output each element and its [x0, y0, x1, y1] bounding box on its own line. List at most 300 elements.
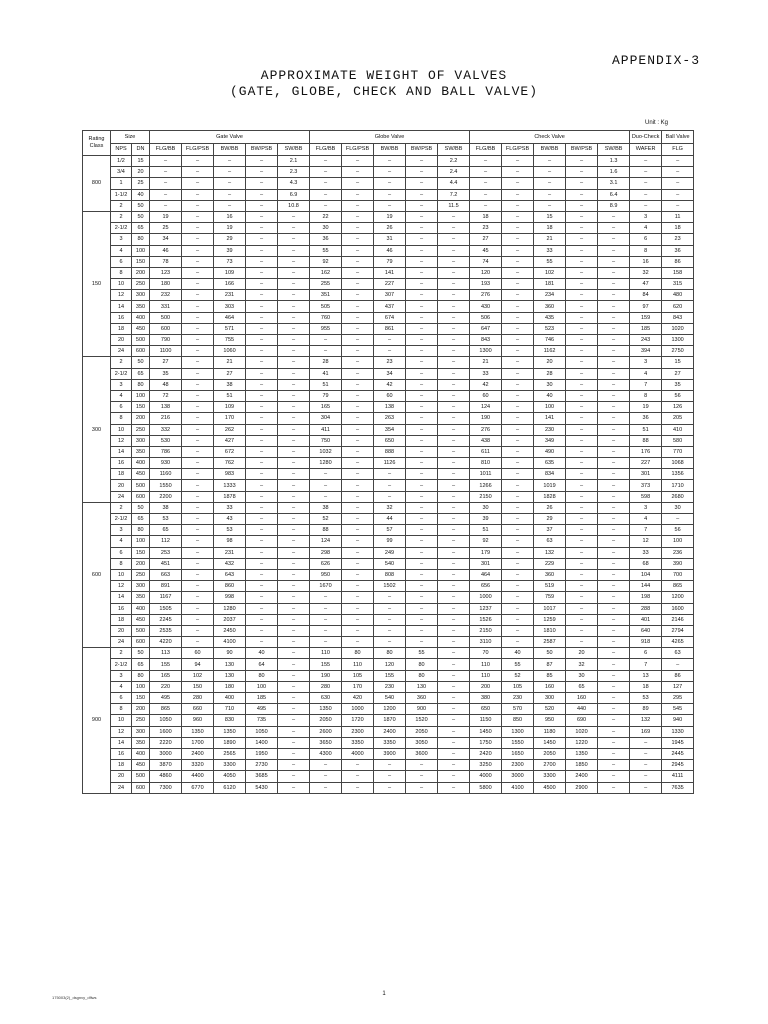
table-cell: –: [246, 413, 278, 424]
table-cell: 450: [132, 760, 150, 771]
table-cell: 1150: [470, 715, 502, 726]
table-cell: 360: [534, 569, 566, 580]
table-cell: –: [246, 469, 278, 480]
table-cell: 918: [630, 637, 662, 648]
table-cell: –: [406, 469, 438, 480]
table-cell: 130: [214, 659, 246, 670]
table-cell: 1162: [534, 346, 566, 357]
table-cell: 229: [534, 558, 566, 569]
table-cell: 230: [374, 681, 406, 692]
table-cell: 56: [662, 390, 694, 401]
table-cell: 786: [150, 446, 182, 457]
table-cell: –: [310, 167, 342, 178]
table-cell: 16: [111, 312, 132, 323]
table-cell: 6: [111, 256, 132, 267]
table-cell: 20: [132, 167, 150, 178]
table-cell: –: [310, 480, 342, 491]
table-cell: 6: [111, 693, 132, 704]
table-cell: 1710: [662, 480, 694, 491]
table-cell: 280: [182, 693, 214, 704]
table-cell: 4.4: [438, 178, 470, 189]
table-cell: –: [662, 659, 694, 670]
table-cell: 860: [214, 581, 246, 592]
table-cell: 80: [132, 234, 150, 245]
table-cell: –: [342, 614, 374, 625]
table-cell: –: [566, 558, 598, 569]
table-cell: 1520: [406, 715, 438, 726]
table-cell: 520: [534, 704, 566, 715]
table-cell: 26: [534, 502, 566, 513]
table-cell: –: [182, 402, 214, 413]
table-cell: –: [406, 267, 438, 278]
table-cell: –: [374, 491, 406, 502]
table-cell: –: [278, 290, 310, 301]
table-cell: 4000: [342, 748, 374, 759]
table-cell: –: [502, 156, 534, 167]
table-cell: –: [278, 592, 310, 603]
table-cell: –: [246, 245, 278, 256]
table-cell: 4860: [150, 771, 182, 782]
table-cell: 410: [662, 424, 694, 435]
table-cell: 24: [111, 637, 132, 648]
table-cell: –: [214, 167, 246, 178]
table-cell: 830: [214, 715, 246, 726]
table-cell: 650: [374, 435, 406, 446]
table-cell: 250: [132, 279, 150, 290]
table-cell: 230: [534, 424, 566, 435]
table-cell: 50: [132, 357, 150, 368]
rating-class-cell: 900: [83, 648, 111, 793]
table-cell: 33: [214, 502, 246, 513]
table-cell: 181: [534, 279, 566, 290]
table-cell: 250: [132, 569, 150, 580]
table-cell: –: [438, 335, 470, 346]
table-cell: –: [246, 256, 278, 267]
table-cell: –: [502, 614, 534, 625]
table-cell: –: [246, 435, 278, 446]
table-cell: 505: [310, 301, 342, 312]
table-cell: –: [278, 514, 310, 525]
table-cell: –: [566, 368, 598, 379]
table-row: [83, 368, 694, 379]
table-cell: –: [246, 491, 278, 502]
table-cell: 2: [111, 502, 132, 513]
table-cell: 1550: [150, 480, 182, 491]
table-cell: –: [598, 458, 630, 469]
table-cell: –: [438, 234, 470, 245]
subheader-cell: NPS: [111, 143, 132, 156]
table-cell: 80: [342, 648, 374, 659]
table-cell: –: [502, 379, 534, 390]
table-cell: 80: [132, 379, 150, 390]
table-row: [83, 558, 694, 569]
table-cell: 65: [566, 681, 598, 692]
table-row: [83, 290, 694, 301]
table-cell: –: [246, 368, 278, 379]
table-cell: 33: [630, 547, 662, 558]
table-cell: 1/2: [111, 156, 132, 167]
table-cell: –: [182, 312, 214, 323]
table-cell: –: [246, 637, 278, 648]
table-cell: –: [438, 402, 470, 413]
table-cell: –: [630, 167, 662, 178]
table-cell: 540: [374, 558, 406, 569]
table-cell: –: [598, 782, 630, 793]
table-cell: 39: [214, 245, 246, 256]
table-cell: –: [342, 200, 374, 211]
table-row: [83, 301, 694, 312]
table-cell: 50: [534, 648, 566, 659]
table-cell: 3900: [374, 748, 406, 759]
table-cell: –: [566, 156, 598, 167]
table-cell: 24: [111, 346, 132, 357]
table-row: [83, 681, 694, 692]
table-cell: –: [182, 480, 214, 491]
table-cell: 750: [310, 435, 342, 446]
table-cell: 983: [214, 469, 246, 480]
table-cell: 12: [111, 726, 132, 737]
table-cell: 19: [374, 211, 406, 222]
table-cell: –: [246, 290, 278, 301]
table-cell: –: [278, 413, 310, 424]
table-cell: –: [438, 458, 470, 469]
table-cell: 1350: [310, 704, 342, 715]
table-cell: 8: [111, 704, 132, 715]
table-cell: –: [534, 189, 566, 200]
table-cell: –: [342, 178, 374, 189]
table-cell: 46: [374, 245, 406, 256]
table-row: [83, 569, 694, 580]
table-cell: –: [566, 245, 598, 256]
table-cell: 304: [310, 413, 342, 424]
table-cell: –: [566, 346, 598, 357]
subheader-cell: BW/BB: [374, 143, 406, 156]
table-cell: –: [598, 357, 630, 368]
table-cell: 20: [534, 357, 566, 368]
table-cell: –: [598, 402, 630, 413]
table-row: [83, 502, 694, 513]
table-cell: –: [566, 267, 598, 278]
table-cell: 255: [310, 279, 342, 290]
rating-class-cell: 800: [83, 156, 111, 212]
table-cell: –: [182, 592, 214, 603]
table-cell: 394: [630, 346, 662, 357]
table-cell: 843: [470, 335, 502, 346]
table-cell: 2-1/2: [111, 514, 132, 525]
table-cell: 332: [150, 424, 182, 435]
table-cell: 755: [214, 335, 246, 346]
table-cell: –: [438, 581, 470, 592]
table-cell: –: [310, 637, 342, 648]
rating-class-cell: 600: [83, 502, 111, 647]
table-cell: 865: [662, 581, 694, 592]
table-cell: 276: [470, 290, 502, 301]
table-cell: –: [566, 581, 598, 592]
table-cell: 43: [214, 514, 246, 525]
table-cell: 21: [534, 234, 566, 245]
table-cell: 10.8: [278, 200, 310, 211]
table-cell: –: [502, 424, 534, 435]
table-cell: 88: [310, 525, 342, 536]
table-cell: –: [502, 335, 534, 346]
table-cell: 80: [132, 670, 150, 681]
table-cell: –: [182, 279, 214, 290]
table-cell: 56: [662, 525, 694, 536]
table-cell: –: [278, 379, 310, 390]
table-cell: –: [406, 458, 438, 469]
table-cell: 32: [630, 267, 662, 278]
table-cell: –: [182, 458, 214, 469]
table-cell: 138: [150, 402, 182, 413]
table-cell: 4: [111, 536, 132, 547]
table-cell: 60: [374, 390, 406, 401]
table-cell: 127: [662, 681, 694, 692]
table-cell: –: [598, 267, 630, 278]
table-cell: 220: [150, 681, 182, 692]
table-cell: 4: [111, 245, 132, 256]
table-cell: 1850: [566, 760, 598, 771]
table-cell: 626: [310, 558, 342, 569]
table-cell: 1330: [662, 726, 694, 737]
table-cell: 4400: [182, 771, 214, 782]
table-cell: –: [502, 435, 534, 446]
table-cell: 4100: [214, 637, 246, 648]
table-cell: 660: [182, 704, 214, 715]
table-cell: –: [566, 458, 598, 469]
table-cell: –: [502, 502, 534, 513]
table-cell: –: [182, 625, 214, 636]
table-cell: 24: [111, 491, 132, 502]
table-cell: –: [566, 603, 598, 614]
table-cell: 2680: [662, 491, 694, 502]
appendix-label: APPENDIX-3: [611, 53, 700, 68]
table-cell: –: [470, 167, 502, 178]
table-cell: –: [182, 200, 214, 211]
table-cell: 400: [132, 748, 150, 759]
table-cell: 51: [470, 525, 502, 536]
table-cell: 51: [310, 379, 342, 390]
table-cell: 7.2: [438, 189, 470, 200]
table-cell: –: [566, 402, 598, 413]
table-cell: 1356: [662, 469, 694, 480]
table-cell: 34: [374, 368, 406, 379]
table-cell: –: [502, 346, 534, 357]
table-cell: 500: [132, 480, 150, 491]
table-cell: –: [566, 256, 598, 267]
table-cell: –: [182, 245, 214, 256]
table-cell: –: [182, 581, 214, 592]
table-cell: 2750: [662, 346, 694, 357]
table-cell: 450: [132, 614, 150, 625]
table-cell: 74: [470, 256, 502, 267]
table-cell: 126: [662, 402, 694, 413]
table-cell: –: [598, 737, 630, 748]
table-cell: 1828: [534, 491, 566, 502]
table-cell: –: [342, 558, 374, 569]
table-cell: 2400: [566, 771, 598, 782]
table-cell: 20: [566, 648, 598, 659]
table-cell: –: [310, 603, 342, 614]
table-cell: 100: [534, 402, 566, 413]
table-cell: 205: [662, 413, 694, 424]
table-cell: 1259: [534, 614, 566, 625]
table-cell: –: [406, 368, 438, 379]
table-cell: 1526: [470, 614, 502, 625]
table-cell: –: [310, 491, 342, 502]
table-cell: –: [278, 279, 310, 290]
table-cell: 30: [534, 379, 566, 390]
table-cell: 50: [132, 648, 150, 659]
table-row: [83, 267, 694, 278]
table-cell: –: [278, 558, 310, 569]
table-cell: 27: [662, 368, 694, 379]
header-row-groups: [83, 131, 694, 144]
table-cell: 15: [662, 357, 694, 368]
table-cell: 53: [150, 514, 182, 525]
table-cell: 123: [150, 267, 182, 278]
table-cell: 2: [111, 648, 132, 659]
table-cell: –: [278, 234, 310, 245]
table-cell: 4265: [662, 637, 694, 648]
table-cell: 60: [470, 390, 502, 401]
table-cell: –: [278, 491, 310, 502]
table-cell: –: [598, 223, 630, 234]
title-line-2: (GATE, GLOBE, CHECK AND BALL VALVE): [229, 84, 539, 99]
table-cell: –: [502, 581, 534, 592]
table-cell: 250: [132, 715, 150, 726]
table-cell: –: [278, 715, 310, 726]
subheader-cell: FLG: [662, 143, 694, 156]
table-cell: 68: [630, 558, 662, 569]
table-cell: 10: [111, 424, 132, 435]
table-cell: 430: [470, 301, 502, 312]
table-cell: –: [502, 625, 534, 636]
table-cell: –: [598, 335, 630, 346]
table-cell: 60: [182, 648, 214, 659]
table-cell: –: [566, 379, 598, 390]
table-cell: –: [406, 625, 438, 636]
table-cell: –: [662, 178, 694, 189]
subheader-cell: FLG/BB: [150, 143, 182, 156]
table-cell: 2.4: [438, 167, 470, 178]
table-cell: 216: [150, 413, 182, 424]
table-cell: 4050: [214, 771, 246, 782]
table-cell: –: [342, 592, 374, 603]
table-row: [83, 312, 694, 323]
table-cell: 1333: [214, 480, 246, 491]
table-cell: –: [598, 379, 630, 390]
table-cell: 52: [310, 514, 342, 525]
table-cell: 38: [310, 502, 342, 513]
table-cell: 1650: [502, 748, 534, 759]
table-cell: 50: [132, 502, 150, 513]
table-cell: 4500: [534, 782, 566, 793]
table-cell: –: [246, 390, 278, 401]
table-row: [83, 323, 694, 334]
table-cell: –: [406, 223, 438, 234]
table-cell: –: [438, 569, 470, 580]
table-cell: –: [374, 760, 406, 771]
table-cell: –: [502, 469, 534, 480]
table-cell: 51: [214, 390, 246, 401]
table-cell: 158: [662, 267, 694, 278]
table-cell: –: [278, 424, 310, 435]
table-cell: –: [182, 569, 214, 580]
table-cell: –: [374, 167, 406, 178]
table-cell: –: [278, 402, 310, 413]
table-cell: 770: [662, 446, 694, 457]
table-cell: –: [406, 760, 438, 771]
table-cell: 7: [630, 525, 662, 536]
table-cell: –: [310, 346, 342, 357]
table-cell: 440: [566, 704, 598, 715]
table-cell: –: [278, 346, 310, 357]
table-cell: 480: [662, 290, 694, 301]
table-cell: 8.9: [598, 200, 630, 211]
table-cell: –: [566, 491, 598, 502]
table-cell: 1890: [214, 737, 246, 748]
valve-weight-table: [82, 130, 694, 794]
table-cell: –: [438, 357, 470, 368]
table-cell: 88: [630, 435, 662, 446]
table-cell: –: [182, 603, 214, 614]
table-cell: 451: [150, 558, 182, 569]
table-cell: –: [598, 525, 630, 536]
table-cell: 25: [132, 178, 150, 189]
table-cell: 495: [246, 704, 278, 715]
table-cell: 35: [662, 379, 694, 390]
table-cell: –: [438, 670, 470, 681]
subheader-cell: SW/BB: [278, 143, 310, 156]
table-cell: 36: [310, 234, 342, 245]
table-cell: –: [438, 737, 470, 748]
table-cell: –: [406, 301, 438, 312]
table-row: [83, 670, 694, 681]
table-cell: 4300: [310, 748, 342, 759]
table-cell: 105: [342, 670, 374, 681]
table-cell: 170: [214, 413, 246, 424]
subheader-cell: FLG/PSB: [182, 143, 214, 156]
table-cell: –: [278, 547, 310, 558]
table-row: [83, 458, 694, 469]
table-cell: 790: [150, 335, 182, 346]
table-cell: –: [278, 267, 310, 278]
table-cell: 89: [630, 704, 662, 715]
table-cell: –: [214, 189, 246, 200]
table-cell: 834: [534, 469, 566, 480]
table-row: [83, 715, 694, 726]
table-cell: –: [502, 536, 534, 547]
table-cell: –: [438, 760, 470, 771]
table-row: [83, 413, 694, 424]
table-cell: –: [182, 256, 214, 267]
table-cell: 571: [214, 323, 246, 334]
table-cell: –: [182, 368, 214, 379]
table-cell: –: [406, 189, 438, 200]
table-cell: 51: [630, 424, 662, 435]
table-cell: –: [566, 357, 598, 368]
table-cell: –: [598, 491, 630, 502]
table-cell: 15: [132, 156, 150, 167]
table-cell: 3050: [406, 737, 438, 748]
table-cell: 6.9: [278, 189, 310, 200]
table-cell: 27: [214, 368, 246, 379]
table-cell: 1950: [246, 748, 278, 759]
table-cell: –: [246, 402, 278, 413]
table-cell: –: [406, 435, 438, 446]
table-cell: –: [246, 592, 278, 603]
table-cell: 53: [630, 693, 662, 704]
